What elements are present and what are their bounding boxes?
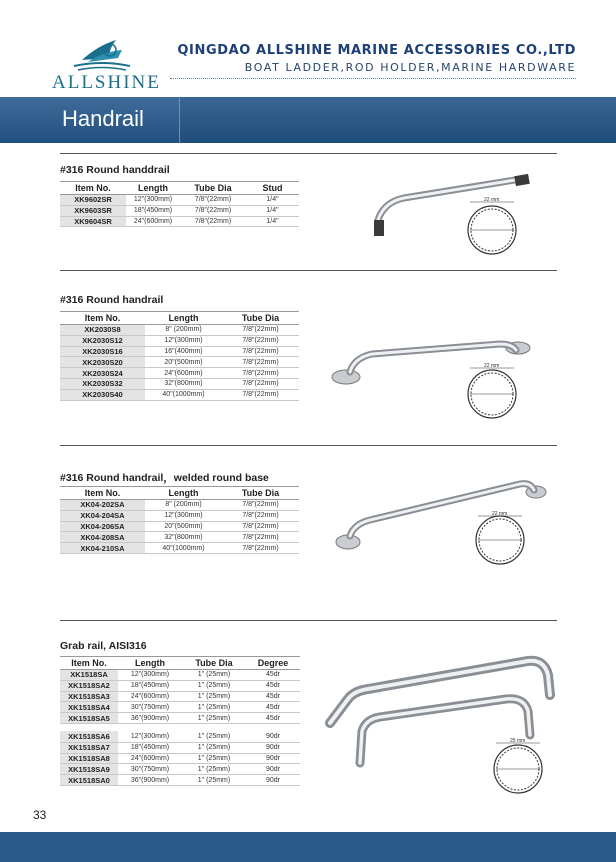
table-cell: 1" (25mm) (182, 731, 246, 742)
table-cell: 7/8"(22mm) (222, 389, 299, 400)
company-name: QINGDAO ALLSHINE MARINE ACCESSORIES CO.,LTD (177, 43, 576, 58)
table-cell: 7/8"(22mm) (222, 368, 299, 379)
grab-rail-image (318, 645, 558, 805)
table-cell: XK2030S24 (60, 368, 145, 379)
table-cell: 7/8"(22mm) (222, 532, 299, 543)
column-header: Stud (246, 182, 299, 195)
tube-diameter-label: 22 mm (484, 363, 500, 369)
company-tagline: BOAT LADDER,ROD HOLDER,MARINE HARDWARE (244, 61, 576, 74)
banner-title: Handrail (62, 106, 144, 131)
tube-diameter-label: 22 mm (492, 511, 508, 517)
section-title: #316 Round handrail，welded round base (60, 472, 269, 484)
table-cell: 30"(750mm) (118, 702, 182, 713)
spec-table (60, 486, 299, 554)
table-cell: XK2030S20 (60, 357, 145, 368)
table-row (60, 389, 299, 400)
table-row (60, 216, 299, 227)
table-cell: 18"(450mm) (126, 205, 180, 216)
table-cell: 8" (200mm) (145, 500, 222, 511)
table-cell: XK1518SA9 (60, 764, 118, 775)
handrail-stud-image (370, 172, 545, 262)
table-cell: XK1518SA7 (60, 742, 118, 753)
table-cell: 12"(300mm) (145, 510, 222, 521)
table-cell: XK2030S12 (60, 335, 145, 346)
table-cell: XK04-206SA (60, 521, 145, 532)
table-row (60, 764, 300, 775)
company-header (177, 43, 576, 74)
table-cell: 7/8"(22mm) (222, 521, 299, 532)
table-cell: 18"(450mm) (118, 680, 182, 691)
table-cell: 45dr (246, 713, 300, 724)
table-row (60, 357, 299, 368)
handrail-flange-image (330, 332, 535, 427)
table-cell: 1" (25mm) (182, 775, 246, 786)
table-cell: 16"(400mm) (145, 346, 222, 357)
table-row (60, 532, 299, 543)
table-cell: 7/8"(22mm) (222, 335, 299, 346)
table-row (60, 205, 299, 216)
table-cell: XK1518SA8 (60, 753, 118, 764)
column-header: Tube Dia (182, 657, 246, 670)
column-header: Item No. (60, 312, 145, 325)
table-row (60, 510, 299, 521)
table-cell: 90dr (246, 731, 300, 742)
table-cell (60, 723, 118, 731)
table-cell: 7/8"(22mm) (180, 216, 246, 227)
table-row (60, 753, 300, 764)
table-cell: 90dr (246, 775, 300, 786)
table-row (60, 713, 300, 724)
table-row (60, 670, 300, 681)
table-row (60, 346, 299, 357)
table-cell: 32"(800mm) (145, 378, 222, 389)
table-cell: XK04-204SA (60, 510, 145, 521)
table-cell: 7/8"(22mm) (222, 346, 299, 357)
section-title: Grab rail, AISI316 (60, 640, 147, 652)
column-header: Item No. (60, 182, 126, 195)
table-cell: 1" (25mm) (182, 753, 246, 764)
table-row (60, 543, 299, 554)
table-cell: 24"(600mm) (126, 216, 180, 227)
table-cell: XK1518SA (60, 670, 118, 681)
table-cell: 7/8"(22mm) (222, 510, 299, 521)
table-row (60, 368, 299, 379)
table-cell: 7/8"(22mm) (222, 357, 299, 368)
table-cell: 1/4" (246, 205, 299, 216)
table-cell: 1/4" (246, 195, 299, 206)
table-cell: 18"(450mm) (118, 742, 182, 753)
table-cell: XK1518SA6 (60, 731, 118, 742)
table-cell: 7/8"(22mm) (222, 500, 299, 511)
table-row (60, 378, 299, 389)
spec-table (60, 656, 300, 786)
table-row (60, 742, 300, 753)
table-cell: 90dr (246, 742, 300, 753)
table-cell: 36"(900mm) (118, 713, 182, 724)
table-row (60, 325, 299, 336)
footer-bar (0, 832, 616, 862)
column-header: Tube Dia (222, 487, 299, 500)
table-cell: 40"(1000mm) (145, 543, 222, 554)
column-header: Length (145, 312, 222, 325)
table-cell: 1" (25mm) (182, 691, 246, 702)
table-cell: 90dr (246, 764, 300, 775)
table-cell: 45dr (246, 702, 300, 713)
table-cell (182, 723, 246, 731)
header-divider (170, 78, 576, 79)
table-cell: XK2030S40 (60, 389, 145, 400)
table-cell: 12"(300mm) (145, 335, 222, 346)
table-cell: 7/8"(22mm) (180, 195, 246, 206)
table-cell: XK1518SA4 (60, 702, 118, 713)
table-cell: 12"(300mm) (126, 195, 180, 206)
table-cell: 7/8"(22mm) (180, 205, 246, 216)
table-cell: XK2030S8 (60, 325, 145, 336)
table-row (60, 702, 300, 713)
table-cell: 12"(300mm) (118, 731, 182, 742)
table-cell: 45dr (246, 670, 300, 681)
table-cell: XK1518SA3 (60, 691, 118, 702)
table-row (60, 731, 300, 742)
table-cell: 1" (25mm) (182, 702, 246, 713)
tube-diameter-label: 25 mm (510, 738, 526, 744)
table-row (60, 691, 300, 702)
table-cell: 36"(900mm) (118, 775, 182, 786)
tube-diameter-label: 22 mm (484, 197, 500, 203)
table-spacer (60, 723, 300, 731)
table-cell: XK2030S16 (60, 346, 145, 357)
table-cell: XK04-202SA (60, 500, 145, 511)
table-cell: XK04-210SA (60, 543, 145, 554)
column-header: Length (118, 657, 182, 670)
page-number: 33 (33, 808, 47, 822)
table-row (60, 500, 299, 511)
table-row (60, 195, 299, 206)
section-divider (60, 270, 557, 271)
table-cell: 7/8"(22mm) (222, 378, 299, 389)
table-row (60, 775, 300, 786)
column-header: Length (126, 182, 180, 195)
table-cell: 1" (25mm) (182, 764, 246, 775)
table-cell: 24"(600mm) (118, 753, 182, 764)
table-cell (246, 723, 300, 731)
table-cell: XK1518SA2 (60, 680, 118, 691)
table-cell: 40"(1000mm) (145, 389, 222, 400)
section-divider (60, 445, 557, 446)
column-header: Degree (246, 657, 300, 670)
table-cell: 1" (25mm) (182, 670, 246, 681)
column-header: Length (145, 487, 222, 500)
table-cell: XK04-208SA (60, 532, 145, 543)
table-cell: 20"(500mm) (145, 357, 222, 368)
table-cell: XK2030S32 (60, 378, 145, 389)
table-cell: 7/8"(22mm) (222, 325, 299, 336)
table-cell: 24"(600mm) (118, 691, 182, 702)
table-cell: 1" (25mm) (182, 680, 246, 691)
table-cell: 45dr (246, 691, 300, 702)
section-divider (60, 620, 557, 621)
column-header: Tube Dia (222, 312, 299, 325)
table-cell: 1" (25mm) (182, 713, 246, 724)
table-cell: 32"(800mm) (145, 532, 222, 543)
table-row (60, 521, 299, 532)
table-row (60, 335, 299, 346)
section-divider (60, 153, 557, 154)
section-banner (0, 97, 616, 143)
table-cell: XK1518SA5 (60, 713, 118, 724)
table-cell: XK9604SR (60, 216, 126, 227)
column-header: Tube Dia (180, 182, 246, 195)
column-header: Item No. (60, 487, 145, 500)
table-row (60, 680, 300, 691)
table-cell: 7/8"(22mm) (222, 543, 299, 554)
handrail-welded-base-image (330, 476, 550, 576)
table-cell: 24"(600mm) (145, 368, 222, 379)
table-cell (118, 723, 182, 731)
table-cell: 8" (200mm) (145, 325, 222, 336)
spec-table (60, 311, 299, 401)
table-cell: XK9603SR (60, 205, 126, 216)
table-cell: 12"(300mm) (118, 670, 182, 681)
table-cell: 1/4" (246, 216, 299, 227)
table-cell: XK9602SR (60, 195, 126, 206)
spec-table (60, 181, 299, 227)
boat-wave-icon (52, 36, 162, 76)
table-cell: 90dr (246, 753, 300, 764)
table-cell: 20"(500mm) (145, 521, 222, 532)
section-title: #316 Round handdrail (60, 164, 170, 176)
table-cell: 45dr (246, 680, 300, 691)
logo-text: ALLSHINE (52, 72, 161, 93)
table-cell: 30"(750mm) (118, 764, 182, 775)
company-logo (52, 36, 162, 96)
table-cell: XK1518SA0 (60, 775, 118, 786)
table-cell: 1" (25mm) (182, 742, 246, 753)
column-header: Item No. (60, 657, 118, 670)
section-title: #316 Round handrail (60, 294, 164, 306)
